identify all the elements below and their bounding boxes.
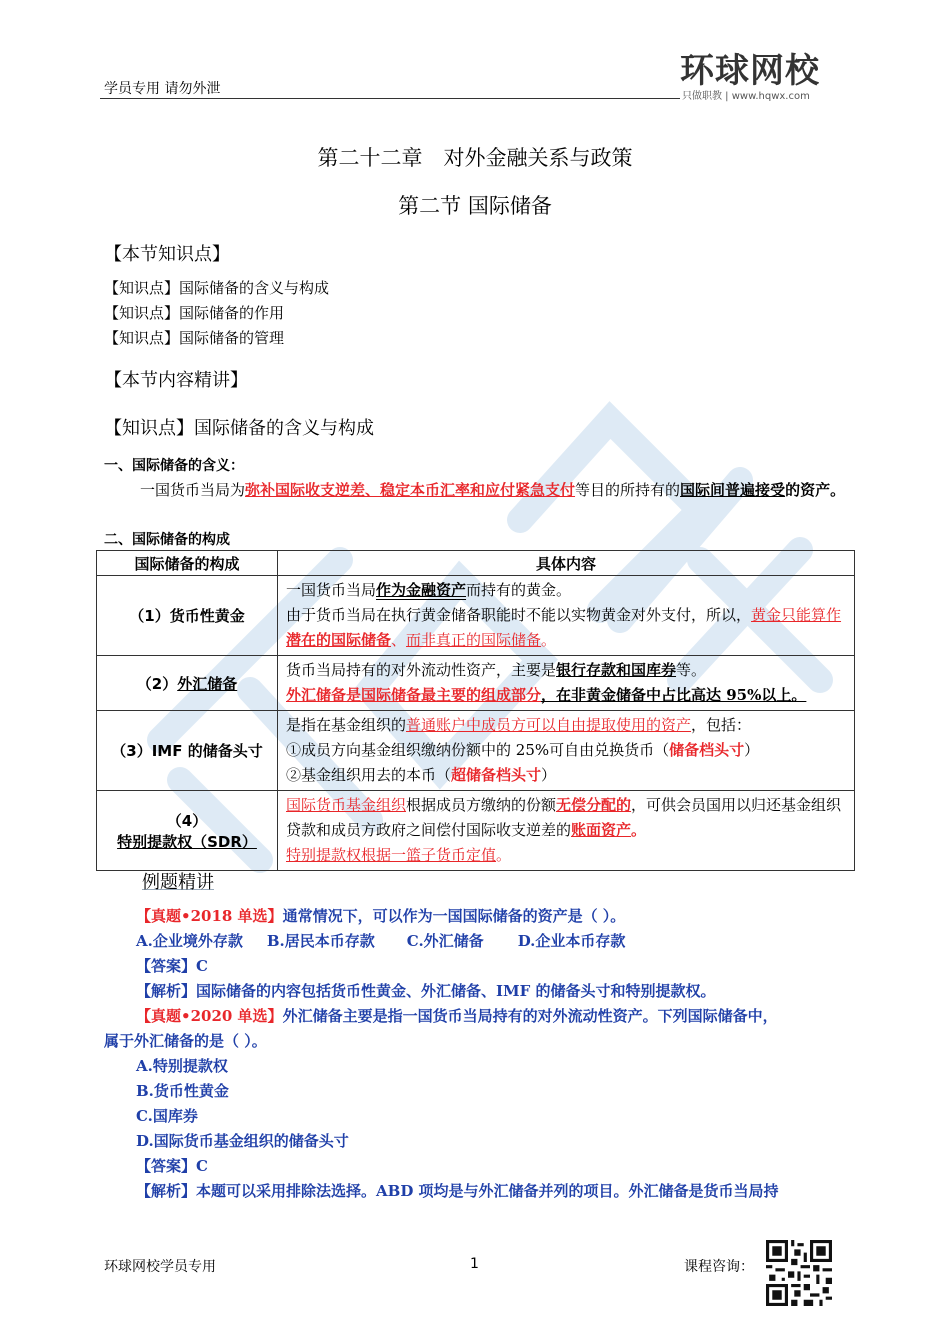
header-divider: [100, 98, 680, 99]
table-row: [97, 576, 855, 656]
question-2-option: D.国际货币基金组织的储备头寸: [136, 1132, 349, 1150]
section-title: 第二节 国际储备: [398, 194, 552, 218]
table-header: 国际储备的构成: [97, 551, 278, 576]
kp-item: 【知识点】国际储备的含义与构成: [104, 279, 330, 297]
question-1: 【真题•2018 单选】通常情况下，可以作为一国国际储备的资产是（ ）。: [136, 907, 626, 925]
qr-code-icon[interactable]: [766, 1240, 832, 1306]
question-1-options: A.企业境外存款 B.居民本币存款 C.外汇储备 D.企业本币存款: [136, 932, 626, 950]
table-row: [97, 656, 855, 711]
question-1-analysis: 【解析】国际储备的内容包括货币性黄金、外汇储备、IMF 的储备头寸和特别提款权。: [136, 982, 716, 1000]
table-row: [97, 791, 855, 871]
kp-item: 【知识点】国际储备的作用: [104, 304, 285, 322]
meaning-text: 一国货币当局为: [140, 481, 246, 499]
meaning-heading: 一、国际储备的含义：: [104, 458, 244, 474]
row-content: 是指在基金组织的普通账户中成员方可以自由提取使用的资产，包括： ①成员方向基金组织缴纳份额中的 25%可自由兑换货币（储备档头寸） ②基金组织用去的本币（超储备档头寸）: [278, 711, 855, 791]
table-row: [97, 711, 855, 791]
row-content: 货币当局持有的对外流动性资产，主要是银行存款和国库券等。 外汇储备是国际储备最主要的组成部分，在非黄金储备中占比高达 95%以上。: [278, 656, 855, 711]
meaning-text: 等目的所持有的: [575, 481, 681, 499]
meaning-highlight: 国际间普遍接受: [680, 481, 786, 499]
composition-table: [96, 550, 855, 871]
examples-block: [104, 904, 850, 1204]
question-2-option: C.国库券: [136, 1107, 198, 1125]
question-2-option: B.货币性黄金: [136, 1082, 229, 1100]
question-2-analysis: 【解析】本题可以采用排除法选择。ABD 项均是与外汇储备并列的项目。外汇储备是货币当局持: [136, 1182, 779, 1200]
kp-heading: 【本节知识点】: [104, 244, 230, 265]
row-label: （3）IMF 的储备头寸: [97, 711, 278, 791]
examples-heading: 例题精讲: [142, 872, 214, 893]
row-content: 国际货币基金组织根据成员方缴纳的份额无偿分配的，可供会员国用以归还基金组织贷款和成员方政府之间偿付国际收支逆差的账面资产。 特别提款权根据一篮子货币定值。: [278, 791, 855, 871]
kp-item: 【知识点】国际储备的管理: [104, 329, 285, 347]
row-content: 一国货币当局作为金融资产而持有的黄金。 由于货币当局在执行黄金储备职能时不能以实物黄金对外支付，所以，黄金只能算作潜在的国际储备、而非真正的国际储备。: [278, 576, 855, 656]
composition-heading: 二、国际储备的构成: [104, 532, 230, 548]
question-2-answer: 【答案】C: [136, 1157, 208, 1175]
question-2-option: A.特别提款权: [136, 1057, 228, 1075]
logo: [680, 52, 850, 108]
row-label: （2）外汇储备: [97, 656, 278, 711]
question-2-cont: 属于外汇储备的是（ ）。: [104, 1032, 267, 1050]
logo-slogan: 只做职教 | www.hqwx.com: [682, 91, 810, 102]
meaning-text: 的资产。: [785, 481, 846, 499]
question-2: 【真题•2020 单选】外汇储备主要是指一国货币当局持有的对外流动性资产。下列国际储备中，: [136, 1007, 778, 1025]
page-number: 1: [470, 1256, 479, 1272]
header-note: 学员专用 请勿外泄: [104, 81, 221, 97]
row-label: （4）特别提款权（SDR）: [97, 791, 278, 871]
kp-list: [104, 276, 329, 351]
row-label: （1）货币性黄金: [97, 576, 278, 656]
table-header: 具体内容: [278, 551, 855, 576]
footer-consult: 课程咨询：: [684, 1259, 754, 1275]
question-1-answer: 【答案】C: [136, 957, 208, 975]
logo-text: 环球网校: [680, 51, 820, 91]
content-heading: 【本节内容精讲】: [104, 370, 248, 391]
table-header-row: [97, 551, 855, 576]
meaning-paragraph: [104, 478, 850, 503]
meaning-highlight: 弥补国际收支逆差、稳定本币汇率和应付紧急支付: [245, 481, 576, 499]
chapter-title: 第二十二章 对外金融关系与政策: [317, 146, 633, 170]
footer-left: 环球网校学员专用: [104, 1259, 216, 1275]
kp1-heading: 【知识点】国际储备的含义与构成: [104, 418, 374, 439]
